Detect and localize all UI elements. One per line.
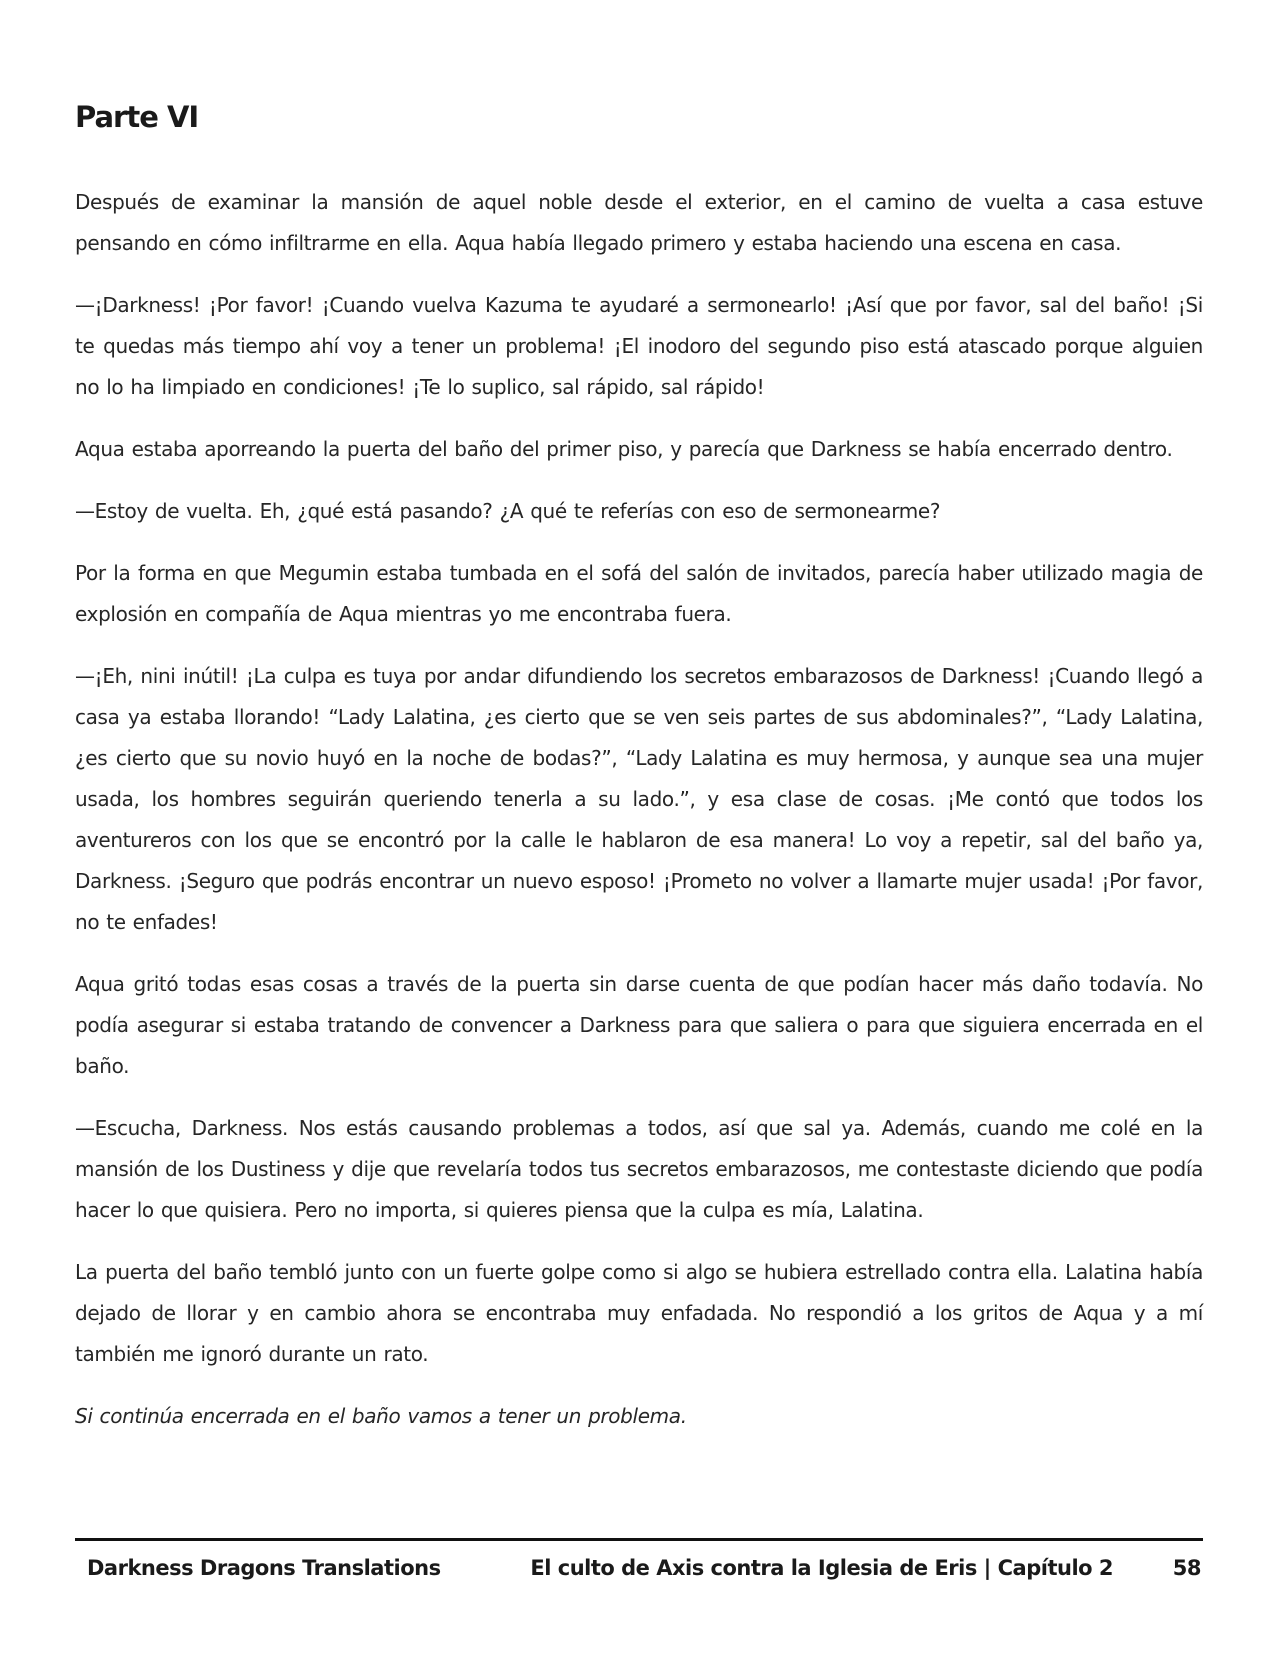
footer-page-number: 58 (1172, 1556, 1201, 1580)
footer-translator: Darkness Dragons Translations (87, 1556, 441, 1580)
body-text (75, 182, 1203, 1458)
paragraph: Por la forma en que Megumin estaba tumbada en el sofá del salón de invitados, parecía haber utilizado magia de explosión en compañía de Aqua mientras yo me encontraba fuera. (75, 561, 1203, 626)
document-page (75, 0, 1203, 1656)
paragraph: —Estoy de vuelta. Eh, ¿qué está pasando? ¿A qué te referías con eso de sermonearme? (75, 499, 941, 523)
paragraph: La puerta del baño tembló junto con un fuerte golpe como si algo se hubiera estrellado contra ella. Lalatina había dejado de llorar y en cambio ahora se encontraba muy enfadada. No respondió a los gritos de Aqua y a mí también me ignoró durante un rato. (75, 1260, 1203, 1366)
paragraph: —¡Eh, nini inútil! ¡La culpa es tuya por andar difundiendo los secretos embarazosos de Darkness! ¡Cuando llegó a casa ya estaba llorando! “Lady Lalatina, ¿es cierto que se ven seis partes de sus abdominales?”, “Lady Lalatina, ¿es cierto que su novio huyó en la noche de bodas?”, “Lady Lalatina es muy hermosa, y aunque sea una mujer usada, los hombres seguirán queriendo tenerla a su lado.”, y esa clase de cosas. ¡Me contó que todos los aventureros con los que se encontró por la calle le hablaron de esa manera! Lo voy a repetir, sal del baño ya, Darkness. ¡Seguro que podrás encontrar un nuevo esposo! ¡Prometo no volver a llamarte mujer usada! ¡Por favor, no te enfades! (75, 664, 1203, 934)
chapter-heading: Parte VI (75, 100, 199, 134)
paragraph: —¡Darkness! ¡Por favor! ¡Cuando vuelva Kazuma te ayudaré a sermonearlo! ¡Así que por favor, sal del baño! ¡Si te quedas más tiempo ahí voy a tener un problema! ¡El inodoro del segundo piso está atascado porque alguien no lo ha limpiado en condiciones! ¡Te lo suplico, sal rápido, sal rápido! (75, 293, 1203, 399)
italic-thought-paragraph: Si continúa encerrada en el baño vamos a tener un problema. (75, 1404, 687, 1428)
footer-divider (75, 1538, 1203, 1541)
paragraph: Aqua gritó todas esas cosas a través de la puerta sin darse cuenta de que podían hacer más daño todavía. No podía asegurar si estaba tratando de convencer a Darkness para que saliera o para que siguiera encerrada en el baño. (75, 972, 1203, 1078)
paragraph: Después de examinar la mansión de aquel noble desde el exterior, en el camino de vuelta a casa estuve pensando en cómo infiltrarme en ella. Aqua había llegado primero y estaba haciendo una escena en casa. (75, 190, 1203, 255)
paragraph: Aqua estaba aporreando la puerta del baño del primer piso, y parecía que Darkness se había encerrado dentro. (75, 437, 1173, 461)
footer-book-chapter: El culto de Axis contra la Iglesia de Eris | Capítulo 2 (530, 1556, 1113, 1580)
page-footer (75, 1550, 1203, 1586)
paragraph: —Escucha, Darkness. Nos estás causando problemas a todos, así que sal ya. Además, cuando me colé en la mansión de los Dustiness y dije que revelaría todos tus secretos embarazosos, me contestaste diciendo que podía hacer lo que quisiera. Pero no importa, si quieres piensa que la culpa es mía, Lalatina. (75, 1116, 1203, 1222)
